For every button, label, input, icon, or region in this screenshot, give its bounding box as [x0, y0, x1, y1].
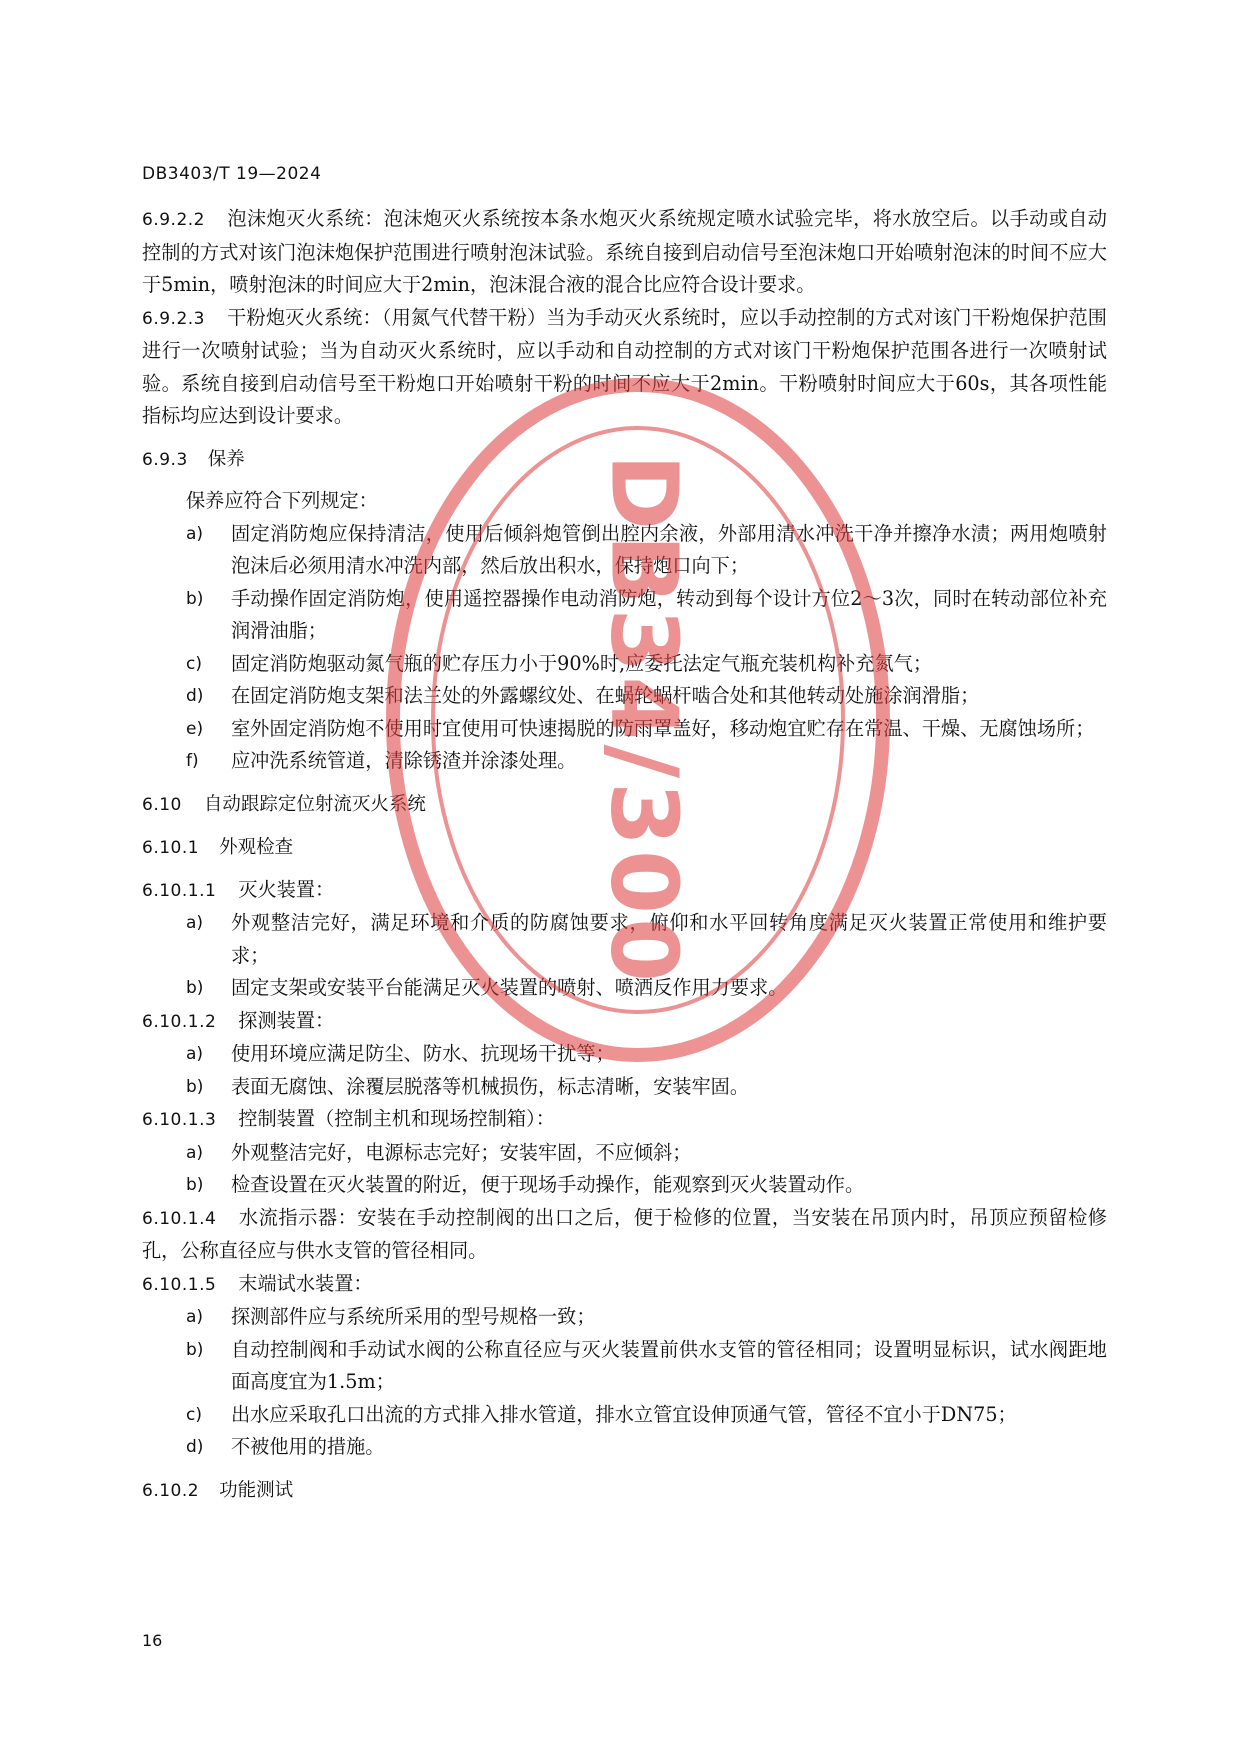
clause-paragraph	[142, 874, 1107, 908]
heading-number: 6.10.1	[142, 838, 200, 858]
list-item	[142, 1431, 1107, 1464]
list-item	[142, 1399, 1107, 1432]
clause-text: 水流指示器：安装在手动控制阀的出口之后，便于检修的位置，当安装在吊顶内时，吊顶应预留检修孔，公称直径应与供水支管的管径相同。	[142, 1205, 1107, 1262]
page-number: 16	[142, 1631, 163, 1650]
list-item-label: a)	[186, 523, 204, 544]
list-item	[142, 907, 1107, 972]
svg-text:DB34/300: DB34/300	[590, 453, 698, 987]
clause-paragraph	[142, 302, 1107, 433]
list-item-label: c)	[186, 653, 202, 674]
list-item-text: 固定支架或安装平台能满足灭火装置的喷射、喷洒反作用力要求。	[231, 976, 788, 999]
list-item-text: 检查设置在灭火装置的附近，便于现场手动操作，能观察到灭火装置动作。	[231, 1173, 865, 1196]
list-item-label: a)	[186, 1044, 204, 1064]
clause-paragraph	[142, 203, 1107, 302]
subsection-heading	[142, 1475, 1107, 1508]
list-item-text: 应冲洗系统管道，清除锈渣并涂漆处理。	[231, 749, 577, 772]
clause-text: 干粉炮灭火系统：（用氮气代替干粉）当为手动灭火系统时，应以手动控制的方式对该门干粉炮保护范围进行一次喷射试验；当为自动灭火系统时，应以手动和自动控制的方式对该门干粉炮保护范围各进行一次喷射试验。系统自接到启动信号至干粉炮口开始喷射干粉的时间不应大于2min。干粉喷射时间应大于60s，其各项性能指标均应达到设计要求。	[142, 305, 1108, 427]
clause-text: 探测装置：	[238, 1008, 335, 1032]
intro-text: 保养应符合下列规定：	[186, 489, 378, 512]
heading-number: 6.10.2	[142, 1480, 200, 1501]
subsection-heading	[142, 832, 1107, 865]
clause-paragraph	[142, 1005, 1107, 1039]
section-heading	[142, 789, 1107, 822]
heading-number: 6.10	[142, 794, 182, 815]
heading-text: 保养	[207, 448, 245, 470]
list-item-text: 表面无腐蚀、涂覆层脱落等机械损伤，标志清晰，安装牢固。	[231, 1074, 750, 1098]
list-item-label: b)	[186, 588, 204, 609]
list-item-text: 室外固定消防炮不使用时宜使用可快速揭脱的防雨罩盖好，移动炮宜贮存在常温、干燥、无腐蚀场所；	[231, 716, 1095, 740]
list-item	[142, 1301, 1107, 1334]
list-item	[142, 1334, 1107, 1399]
heading-text: 外观检查	[219, 837, 294, 858]
list-item	[142, 1071, 1107, 1104]
heading-text: 自动跟踪定位射流灭火系统	[203, 793, 426, 815]
list-item-label: c)	[186, 1404, 202, 1425]
list-item	[142, 648, 1107, 681]
list-item-label: a)	[186, 1307, 204, 1327]
list-item-label: d)	[186, 1437, 204, 1457]
list-item-text: 外观整洁完好，电源标志完好；安装牢固，不应倾斜；	[231, 1140, 692, 1164]
clause-number: 6.10.1.3	[142, 1110, 217, 1130]
list-item-label: b)	[186, 1175, 204, 1195]
list-item-text: 出水应采取孔口出流的方式排入排水管道，排水立管宜设伸顶通气管，管径不宜小于DN75；	[231, 1402, 1017, 1426]
list-item-text: 固定消防炮应保持清洁，使用后倾斜炮管倒出腔内余液，外部用清水冲洗干净并擦净水渍；两用炮喷射泡沫后必须用清水冲洗内部，然后放出积水，保持炮口向下；	[231, 521, 1107, 577]
clause-number: 6.9.2.2	[142, 210, 205, 230]
heading-text: 功能测试	[219, 1479, 294, 1501]
document-code: DB3403/T 19—2024	[142, 164, 322, 184]
list-item-text: 探测部件应与系统所采用的型号规格一致；	[231, 1305, 596, 1328]
list-item	[142, 583, 1107, 648]
list-item-label: b)	[186, 1076, 204, 1097]
list-item	[142, 713, 1107, 746]
list-item-label: a)	[186, 1142, 204, 1163]
list-item-text: 自动控制阀和手动试水阀的公称直径应与灭火装置前供水支管的管径相同；设置明显标识，试水阀距地面高度宜为1.5m；	[231, 1337, 1107, 1393]
list-item-text: 在固定消防炮支架和法兰处的外露螺纹处、在蜗轮蜗杆啮合处和其他转动处施涂润滑脂；	[231, 684, 980, 707]
heading-number: 6.9.3	[142, 449, 188, 470]
clause-text: 灭火装置：	[238, 877, 335, 901]
clause-paragraph	[142, 1202, 1107, 1268]
clause-text: 末端试水装置：	[238, 1271, 373, 1295]
clause-number: 6.10.1.1	[142, 880, 217, 901]
list-item	[142, 1137, 1107, 1170]
subsection-heading	[142, 444, 1107, 477]
clause-number: 6.10.1.4	[142, 1208, 217, 1229]
list-item-text: 外观整洁完好，满足环境和介质的防腐蚀要求，俯仰和水平回转角度满足灭火装置正常使用和维护要求；	[231, 911, 1107, 967]
list-item	[142, 972, 1107, 1005]
clause-paragraph	[142, 1268, 1107, 1302]
list-item-label: b)	[186, 978, 204, 998]
clause-number: 6.10.1.5	[142, 1274, 217, 1295]
list-item-label: f)	[186, 751, 199, 771]
clause-text: 泡沫炮灭火系统：泡沫炮灭火系统按本条水炮灭火系统规定喷水试验完毕，将水放空后。以手动或自动控制的方式对该门泡沫炮保护范围进行喷射泡沫试验。系统自接到启动信号至泡沫炮口开始喷射泡沫的时间不应大于5min，喷射泡沫的时间应大于2min，泡沫混合液的混合比应符合设计要求。	[142, 207, 1107, 296]
list-item-label: d)	[186, 686, 204, 706]
list-item-label: a)	[186, 913, 204, 933]
list-item-label: b)	[186, 1339, 204, 1360]
list-item-text: 不被他用的措施。	[231, 1435, 385, 1458]
clause-number: 6.9.2.3	[142, 308, 205, 329]
list-item-text: 使用环境应满足防尘、防水、抗现场干扰等；	[231, 1042, 615, 1065]
clause-text: 控制装置（控制主机和现场控制箱）：	[238, 1107, 555, 1130]
document-body	[142, 203, 1107, 1516]
list-item	[142, 518, 1107, 583]
list-item	[142, 745, 1107, 778]
list-item	[142, 1038, 1107, 1071]
list-item-label: e)	[186, 718, 204, 739]
list-item	[142, 680, 1107, 713]
clause-paragraph	[142, 1103, 1107, 1137]
clause-number: 6.10.1.2	[142, 1011, 217, 1032]
list-item	[142, 1169, 1107, 1202]
list-item-text: 手动操作固定消防炮，使用遥控器操作电动消防炮，转动到每个设计方位2～3次，同时在转动部位补充润滑油脂；	[231, 586, 1107, 642]
list-item-text: 固定消防炮驱动氮气瓶的贮存压力小于90%时,应委托法定气瓶充装机构补充氮气；	[231, 651, 933, 675]
